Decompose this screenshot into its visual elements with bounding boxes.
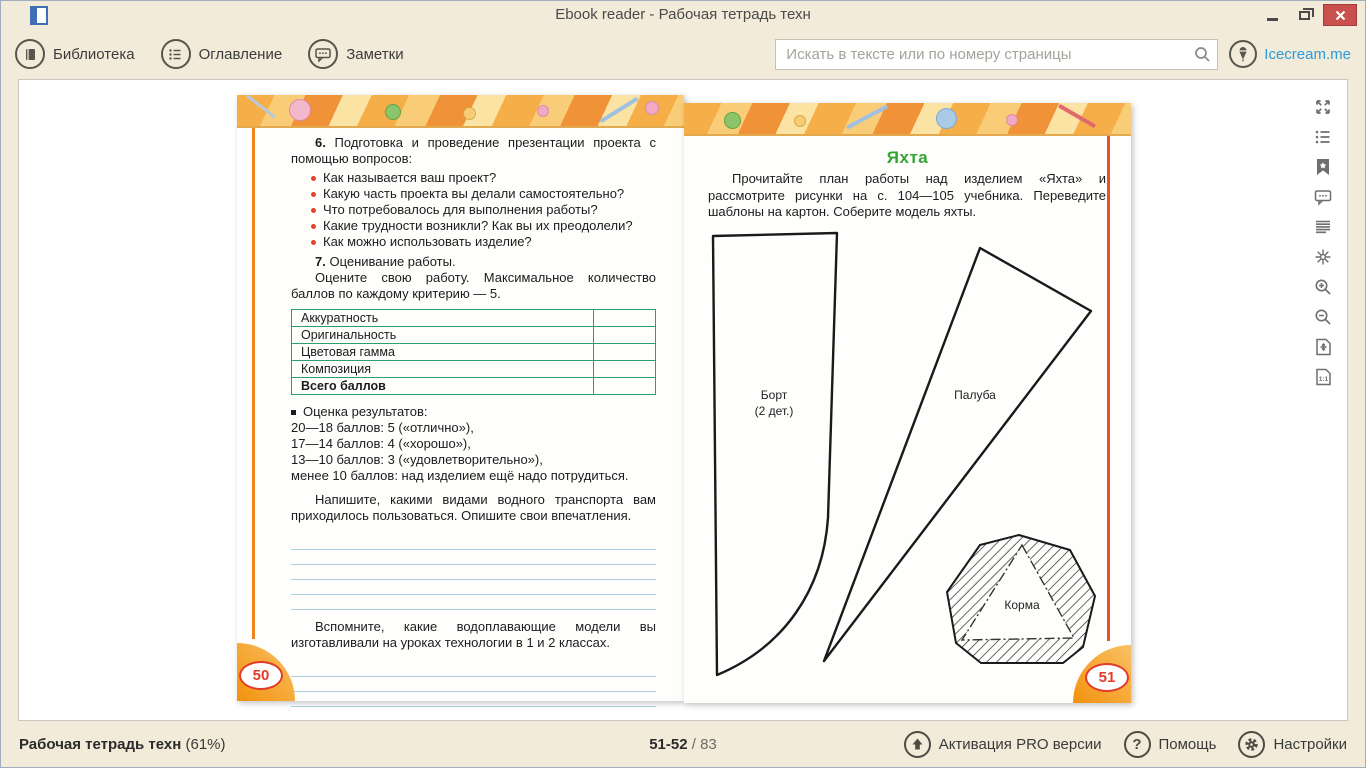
library-label: Библиотека — [53, 45, 135, 63]
label-bort-qty: (2 дет.) — [754, 404, 794, 418]
page-margin-line — [252, 128, 255, 639]
score-cell — [594, 344, 656, 361]
score-cell — [594, 378, 656, 395]
writing-lines-top — [291, 535, 656, 610]
search-icon[interactable] — [1187, 46, 1217, 63]
brand-label: Icecream.me — [1264, 45, 1351, 63]
list-item: Как называется ваш проект? — [311, 170, 656, 186]
search-input[interactable] — [776, 46, 1187, 63]
writing-line — [291, 677, 656, 692]
writing-line — [291, 550, 656, 565]
toc-list-icon — [161, 39, 191, 69]
label-korma: Корма — [1004, 598, 1040, 612]
square-bullet-icon — [291, 410, 296, 415]
bullet-icon — [311, 176, 316, 181]
toolbar — [1, 29, 1365, 79]
notes-bubble-icon — [308, 39, 338, 69]
pro-activation-button[interactable]: Активация PRO версии — [904, 731, 1102, 758]
list-item: Как можно использовать изделие? — [311, 234, 656, 250]
yacht-intro: Прочитайте план работы над изделием «Яхта» и рассмотрите рисунки на с. 104—105 учебника. Переведите шаблоны на картон. Соберите модель яхты. — [708, 171, 1106, 219]
question-mark-icon: ? — [1124, 731, 1151, 758]
svg-text:1:1: 1:1 — [1318, 376, 1328, 383]
table-row: Оригинальность — [292, 327, 656, 344]
icecream-brand-link[interactable] — [1229, 40, 1351, 68]
writing-line — [291, 565, 656, 580]
book-title: Рабочая тетрадь техн — [19, 735, 182, 753]
bullet-icon — [311, 240, 316, 245]
writing-line — [291, 662, 656, 677]
current-pages: 51-52 — [649, 735, 688, 753]
fit-page-icon[interactable] — [1312, 336, 1334, 358]
table-row: Композиция — [292, 361, 656, 378]
writing-line — [291, 580, 656, 595]
notes-panel-icon[interactable] — [1312, 186, 1334, 208]
close-icon — [1335, 10, 1346, 21]
yacht-title: Яхта — [886, 148, 929, 167]
table-row: Всего баллов — [292, 378, 656, 395]
item7-title: Оценивание работы. — [325, 254, 456, 269]
table-row: Аккуратность — [292, 310, 656, 327]
notes-label: Заметки — [346, 45, 404, 63]
fullscreen-icon[interactable] — [1312, 96, 1334, 118]
zoom-in-icon[interactable] — [1312, 276, 1334, 298]
reader-viewport — [18, 79, 1348, 721]
item-number: 7. — [315, 254, 326, 269]
book-spread — [237, 95, 1131, 703]
score-table — [291, 309, 656, 395]
label-paluba: Палуба — [954, 388, 996, 402]
score-cell — [594, 310, 656, 327]
list-item: Что потребовалось для выполнения работы? — [311, 202, 656, 218]
page-left — [237, 95, 684, 701]
page-number-badge: 51 — [1085, 663, 1129, 692]
writing-line — [291, 535, 656, 550]
close-button[interactable] — [1323, 4, 1357, 26]
writing-line — [291, 692, 656, 707]
remember-prompt: Вспомните, какие водоплавающие модели вы изготавливали на уроках технологии в 1 и 2 классах. — [291, 619, 656, 650]
contents-icon[interactable] — [1312, 126, 1334, 148]
page-number-badge: 50 — [239, 661, 283, 690]
settings-button[interactable]: Настройки — [1238, 731, 1347, 758]
score-cell — [594, 327, 656, 344]
item6-text: Подготовка и проведение презентации проекта с помощью вопросов: — [291, 135, 656, 166]
results-line: 17—14 баллов: 4 («хорошо»), — [291, 436, 471, 451]
icecream-logo-icon — [1229, 40, 1257, 68]
bullet-icon — [311, 208, 316, 213]
write-prompt: Напишите, какими видами водного транспорта вам приходилось пользоваться. Опишите свои впечатления. — [291, 492, 656, 523]
zoom-out-icon[interactable] — [1312, 306, 1334, 328]
item7-text: Оцените свою работу. Максимальное количество баллов по каждому критерию — 5. — [291, 270, 656, 301]
view-tools-rail — [1312, 96, 1334, 388]
toc-button[interactable] — [161, 39, 283, 69]
actual-size-icon[interactable] — [1312, 366, 1334, 388]
restore-button[interactable] — [1291, 4, 1317, 26]
brightness-icon[interactable] — [1312, 246, 1334, 268]
progress-percent: (61%) — [185, 735, 226, 753]
library-book-icon — [15, 39, 45, 69]
writing-lines-bottom — [291, 662, 656, 722]
yacht-templates-drawing — [684, 103, 1131, 703]
list-item: Какие трудности возникли? Как вы их преодолели? — [311, 218, 656, 234]
total-pages: / 83 — [691, 735, 717, 753]
title-bar — [1, 1, 1365, 29]
book-progress — [19, 736, 226, 753]
results-line: 20—18 баллов: 5 («отлично»), — [291, 420, 474, 435]
writing-line — [291, 707, 656, 722]
search-box — [775, 39, 1218, 70]
reading-mode-icon[interactable] — [1312, 216, 1334, 238]
label-bort: Борт — [760, 388, 788, 402]
bullet-icon — [311, 224, 316, 229]
score-cell — [594, 361, 656, 378]
help-button[interactable]: ? Помощь — [1124, 731, 1217, 758]
results-title-row: Оценка результатов: — [291, 404, 656, 420]
library-button[interactable] — [15, 39, 135, 69]
minimize-button[interactable] — [1259, 4, 1285, 26]
status-bar — [1, 721, 1365, 767]
writing-line — [291, 595, 656, 610]
results-line: менее 10 баллов: над изделием ещё надо потрудиться. — [291, 468, 629, 483]
table-row: Цветовая гамма — [292, 344, 656, 361]
question-list — [311, 170, 656, 250]
toc-label: Оглавление — [198, 45, 283, 63]
window-title: Ebook reader - Рабочая тетрадь техн — [555, 6, 811, 23]
page-right — [684, 103, 1131, 703]
left-page-content — [291, 135, 656, 722]
banner-decoration — [237, 95, 684, 128]
bookmark-icon[interactable] — [1312, 156, 1334, 178]
list-item: Какую часть проекта вы делали самостоятельно? — [311, 186, 656, 202]
item-number: 6. — [315, 135, 326, 150]
arrow-up-icon — [904, 731, 931, 758]
results-line: 13—10 баллов: 3 («удовлетворительно»), — [291, 452, 543, 467]
bullet-icon — [311, 192, 316, 197]
gear-icon — [1238, 731, 1265, 758]
notes-button[interactable] — [308, 39, 403, 69]
template-bort-shape — [713, 233, 837, 675]
